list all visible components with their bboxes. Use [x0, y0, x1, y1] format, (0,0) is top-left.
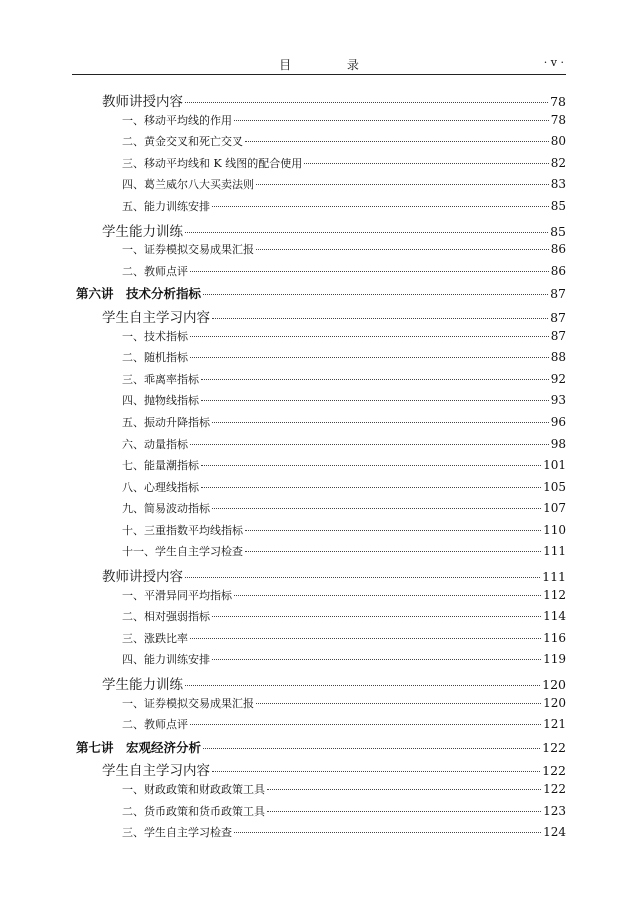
toc-entry-page: 121 [543, 717, 566, 732]
toc-entry-label: 一、技术指标 [122, 329, 188, 343]
toc-entry-page: 122 [542, 739, 566, 755]
toc-entry [0, 543, 566, 565]
dot-leader [190, 724, 541, 725]
toc-entry-page: 122 [543, 782, 566, 796]
toc-entry-page: 83 [550, 177, 566, 192]
dot-leader [190, 444, 549, 445]
toc-entry-page: 122 [542, 763, 566, 779]
toc-entry-page: 110 [543, 522, 566, 537]
toc-entry [0, 176, 566, 198]
dot-leader [185, 577, 540, 578]
toc-entry [0, 349, 566, 371]
toc-entry [0, 392, 566, 414]
toc-entry-label: 教师讲授内容 [102, 94, 183, 110]
dot-leader [212, 771, 540, 772]
dot-leader [185, 685, 540, 686]
page-header [72, 54, 566, 72]
toc-entry [0, 716, 566, 738]
toc-entry [0, 198, 566, 220]
dot-leader [201, 465, 541, 466]
toc-entry-label: 一、证券模拟交易成果汇报 [122, 243, 254, 257]
dot-leader [304, 163, 549, 164]
toc-entry [0, 803, 566, 825]
dot-leader [267, 811, 541, 812]
toc-entry-label: 八、心理线指标 [122, 480, 199, 494]
dot-leader [234, 120, 549, 121]
dot-leader [190, 638, 541, 639]
toc-entry-label: 十、三重指数平均线指标 [122, 523, 243, 537]
toc-entry-label: 二、教师点评 [122, 718, 188, 732]
toc-entry-label: 一、证券模拟交易成果汇报 [122, 696, 254, 710]
toc-entry-page: 119 [543, 652, 566, 667]
toc-entry [0, 241, 566, 263]
toc-entry-label: 学生自主学习内容 [102, 309, 210, 326]
toc-entry-label: 第七讲 宏观经济分析 [76, 739, 202, 755]
toc-entry-page: 114 [543, 609, 566, 624]
dot-leader [256, 249, 549, 250]
toc-entry-label: 五、振动升降指标 [122, 415, 210, 429]
dot-leader [190, 336, 549, 337]
toc-entry-label: 二、随机指标 [122, 351, 188, 365]
toc-entry-page: 87 [550, 309, 566, 325]
toc-entry-page: 120 [542, 677, 566, 693]
toc-entry [0, 824, 566, 846]
dot-leader [234, 595, 541, 596]
toc-entry [0, 220, 566, 242]
dot-leader [267, 789, 541, 790]
toc-entry-label: 学生自主学习内容 [102, 763, 210, 780]
toc-entry-label: 三、乖离率指标 [122, 372, 199, 386]
toc-entry-page: 120 [543, 695, 566, 710]
toc-entry-label: 五、能力训练安排 [122, 199, 210, 213]
dot-leader [203, 748, 540, 749]
toc-entry [0, 781, 566, 803]
toc-entry-page: 116 [543, 630, 566, 645]
toc-entry-page: 111 [542, 569, 566, 585]
toc-entry [0, 328, 566, 350]
dot-leader [212, 659, 541, 660]
toc-entry-page: 78 [550, 112, 566, 127]
toc-entry-label: 教师讲授内容 [102, 569, 183, 586]
toc-entry-page: 112 [543, 587, 566, 602]
table-of-contents [0, 90, 638, 846]
toc-entry [0, 479, 566, 501]
dot-leader [245, 141, 549, 142]
toc-entry-label: 三、学生自主学习检查 [122, 826, 232, 840]
dot-leader [201, 379, 549, 380]
toc-entry-page: 123 [543, 803, 566, 818]
dot-leader [212, 422, 549, 423]
toc-entry-page: 80 [550, 134, 566, 149]
dot-leader [256, 703, 541, 704]
toc-entry [0, 651, 566, 673]
header-rule [72, 74, 566, 75]
toc-entry [0, 608, 566, 630]
toc-entry-page: 98 [550, 436, 566, 451]
toc-entry [0, 155, 566, 177]
toc-entry-label: 九、简易波动指标 [122, 502, 210, 516]
dot-leader [190, 271, 549, 272]
toc-entry-page: 93 [550, 393, 566, 408]
dot-leader [212, 206, 549, 207]
toc-entry-label: 二、黄金交叉和死亡交叉 [122, 135, 243, 149]
toc-entry-label: 七、能量潮指标 [122, 459, 199, 473]
toc-entry-page: 78 [550, 94, 566, 109]
dot-leader [203, 294, 548, 295]
toc-entry-label: 第六讲 技术分析指标 [76, 286, 202, 302]
toc-entry [0, 630, 566, 652]
toc-entry-label: 二、教师点评 [122, 264, 188, 278]
toc-entry [0, 587, 566, 609]
toc-entry [0, 565, 566, 587]
toc-entry-page: 105 [543, 479, 566, 494]
toc-entry [0, 522, 566, 544]
toc-entry [0, 759, 566, 781]
toc-entry-page: 86 [550, 263, 566, 278]
toc-entry-page: 85 [550, 198, 566, 213]
toc-entry [0, 457, 566, 479]
toc-entry-page: 88 [550, 350, 566, 365]
dot-leader [212, 616, 541, 617]
toc-entry [0, 500, 566, 522]
toc-entry [0, 738, 566, 760]
toc-entry-label: 学生能力训练 [102, 677, 183, 694]
toc-entry [0, 673, 566, 695]
dot-leader [185, 232, 548, 233]
toc-entry-label: 六、动量指标 [122, 437, 188, 451]
dot-leader [212, 318, 548, 319]
toc-entry-label: 一、移动平均线的作用 [122, 113, 232, 127]
toc-entry [0, 133, 566, 155]
toc-entry [0, 90, 566, 112]
toc-entry-label: 四、葛兰威尔八大买卖法则 [122, 178, 254, 192]
toc-entry [0, 306, 566, 328]
toc-entry [0, 414, 566, 436]
toc-entry [0, 695, 566, 717]
toc-entry-page: 86 [550, 242, 566, 257]
toc-entry-label: 十一、学生自主学习检查 [122, 545, 243, 559]
toc-entry-label: 四、抛物线指标 [122, 394, 199, 408]
toc-entry-label: 四、能力训练安排 [122, 653, 210, 667]
dot-leader [212, 508, 541, 509]
dot-leader [201, 487, 541, 488]
dot-leader [201, 400, 549, 401]
toc-entry-page: 87 [550, 328, 566, 343]
dot-leader [256, 184, 549, 185]
toc-entry-label: 一、平滑异同平均指标 [122, 588, 232, 602]
toc-entry-page: 111 [543, 544, 566, 559]
toc-entry-page: 107 [543, 501, 566, 516]
toc-entry-label: 学生能力训练 [102, 223, 183, 240]
toc-entry [0, 436, 566, 458]
dot-leader [234, 832, 541, 833]
toc-entry-page: 124 [543, 825, 566, 840]
toc-entry [0, 263, 566, 285]
toc-entry-label: 一、财政政策和财政政策工具 [122, 783, 265, 796]
toc-entry-label: 三、涨跌比率 [122, 631, 188, 645]
toc-entry-label: 二、相对强弱指标 [122, 610, 210, 624]
toc-entry-label: 三、移动平均线和 K 线图的配合使用 [122, 156, 303, 170]
toc-entry-page: 101 [543, 458, 566, 473]
dot-leader [245, 551, 541, 552]
toc-entry-page: 85 [550, 223, 566, 239]
dot-leader [185, 102, 548, 103]
toc-entry [0, 112, 566, 134]
toc-entry [0, 371, 566, 393]
dot-leader [245, 530, 541, 531]
toc-entry-page: 96 [550, 414, 566, 429]
toc-entry-page: 82 [550, 155, 566, 170]
toc-entry-label: 二、货币政策和货币政策工具 [122, 804, 265, 818]
page-number-marker: · v · [543, 56, 564, 69]
toc-entry-page: 87 [550, 286, 566, 302]
page-title: 目 录 [279, 58, 385, 72]
toc-entry [0, 284, 566, 306]
dot-leader [190, 357, 549, 358]
toc-entry-page: 92 [550, 371, 566, 386]
